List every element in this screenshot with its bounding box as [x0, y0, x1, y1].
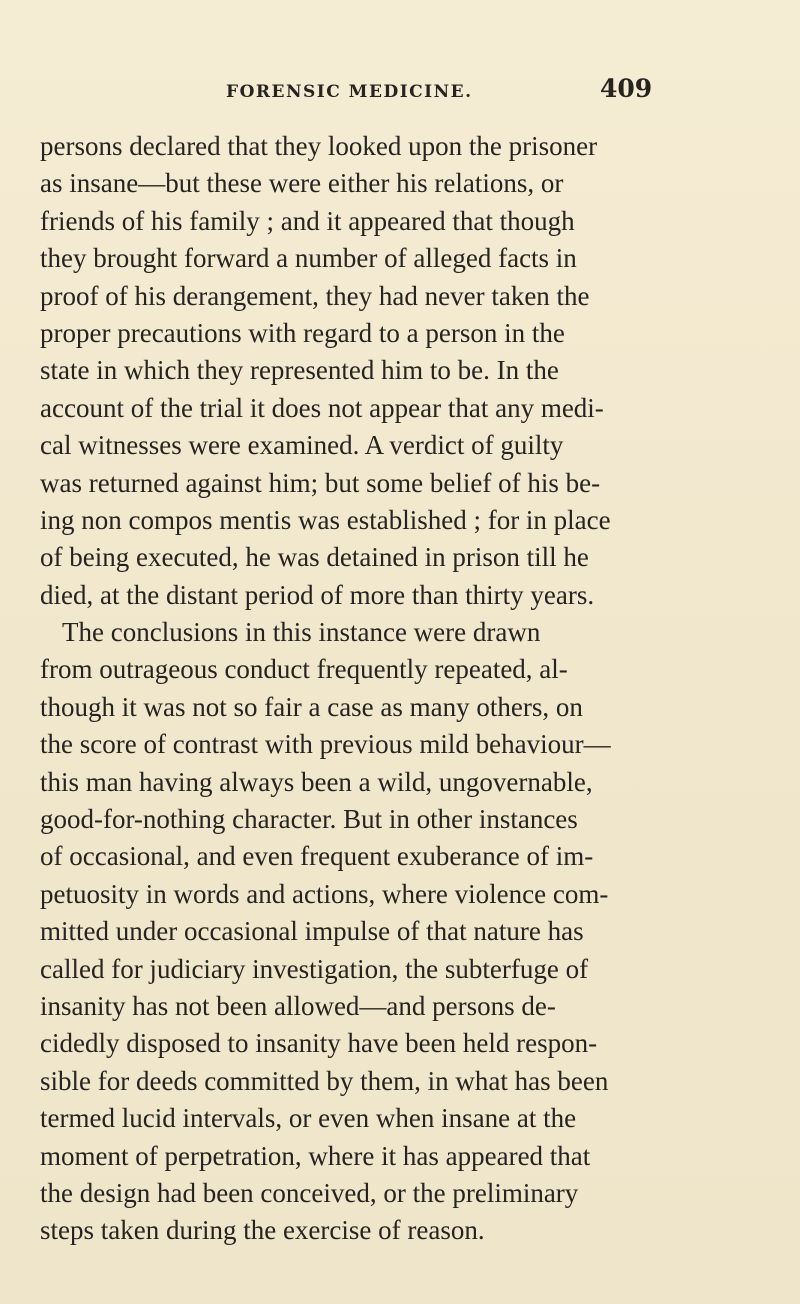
text-line: steps taken during the exercise of reason. — [40, 1215, 485, 1246]
text-line: died, at the distant period of more than thirty years. — [40, 579, 595, 610]
text-line: the design had been conceived, or the preliminary — [40, 1177, 579, 1208]
text-line: proof of his derangement, they had never taken the — [40, 280, 590, 311]
text-line: though it was not so fair a case as many others, on — [40, 691, 583, 722]
text-line: cidedly disposed to insanity have been held respon- — [40, 1028, 598, 1059]
text-line: state in which they represented him to be. In the — [40, 355, 559, 386]
text-line: good-for-nothing character. But in other instances — [40, 804, 578, 835]
text-line: termed lucid intervals, or even when insane at the — [40, 1103, 577, 1134]
text-line: called for judiciary investigation, the subterfuge of — [40, 953, 589, 984]
text-line: friends of his family ; and it appeared that though — [40, 205, 575, 236]
text-line: of occasional, and even frequent exuberance of im- — [40, 841, 594, 872]
running-title: FORENSIC MEDICINE. — [226, 82, 473, 102]
text-line: ing non compos mentis was established ; for in place — [40, 504, 611, 535]
running-head — [0, 74, 800, 108]
text-line: persons declared that they looked upon the prisoner — [40, 131, 598, 161]
text-line: the score of contrast with previous mild behaviour— — [40, 729, 611, 760]
text-line: this man having always been a wild, ungovernable, — [40, 766, 593, 797]
text-line: from outrageous conduct frequently repeated, al- — [40, 654, 568, 685]
paragraph-start-line: The conclusions in this instance were drawn — [62, 617, 541, 648]
text-line: of being executed, he was detained in prison till he — [40, 542, 589, 573]
body-text — [40, 128, 660, 1250]
text-line: petuosity in words and actions, where violence com- — [40, 878, 609, 909]
text-line: was returned against him; but some belief of his be- — [40, 467, 601, 498]
text-line: they brought forward a number of alleged facts in — [40, 243, 577, 274]
text-line: cal witnesses were examined. A verdict of guilty — [40, 430, 564, 461]
page-number: 409 — [600, 74, 653, 103]
text-line: proper precautions with regard to a person in the — [40, 317, 565, 348]
text-line: sible for deeds committed by them, in what has been — [40, 1065, 609, 1096]
text-line: as insane—but these were either his relations, or — [40, 168, 564, 199]
text-line: insanity has not been allowed—and persons de- — [40, 990, 556, 1021]
text-line: account of the trial it does not appear that any medi- — [40, 392, 604, 423]
text-line: mitted under occasional impulse of that nature has — [40, 916, 584, 947]
text-line: moment of perpetration, where it has appeared that — [40, 1140, 591, 1171]
